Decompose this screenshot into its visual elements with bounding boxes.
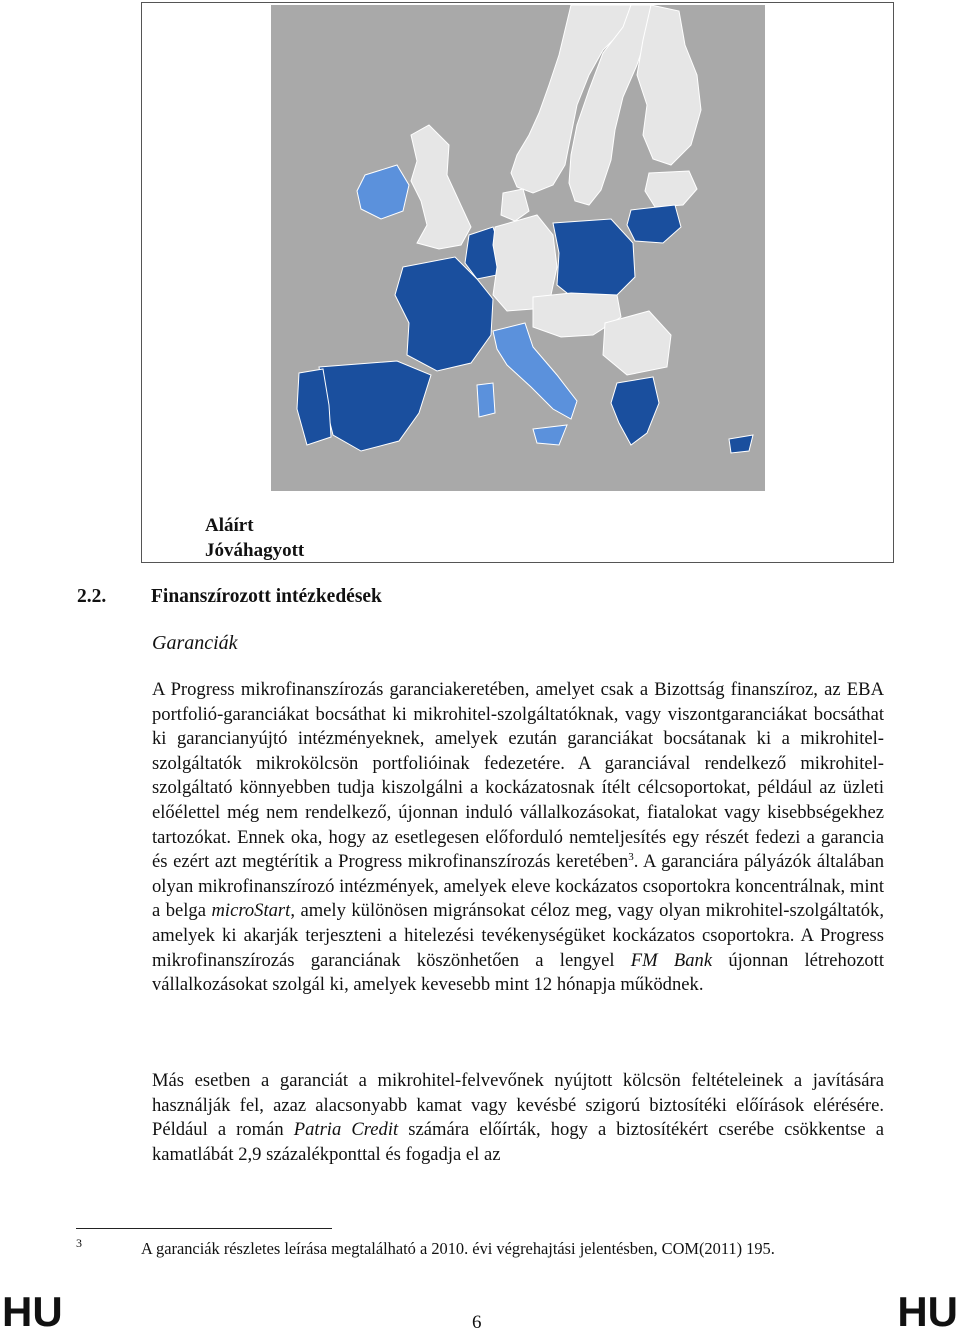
paragraph-2-text-a: Más esetben a garanciát a mikrohitel-felvevőnek nyújtott kölcsön feltételeinek a javítására használják fel, azaz alacsonyabb kamat vagy kevésbé szigorú biztosítéki előírások elérésére. Például a román [152, 1070, 884, 1141]
language-code-left: HU [2, 1288, 63, 1335]
map-italy [493, 323, 577, 419]
footnote-rule [76, 1228, 332, 1229]
map-cyprus [729, 435, 753, 453]
org-microstart: microStart [211, 900, 291, 922]
map-finland [637, 5, 701, 165]
map-sardinia [477, 383, 495, 417]
map-uk [411, 125, 471, 249]
footnote-mark: 3 [76, 1236, 82, 1250]
paragraph-1-text-c: , amely különösen migránsokat céloz meg, vagy olyan mikrohitel-szolgáltatók, amelyek ki akarják terjeszteni a hitelezési tevékenységüket kockázatos csoportokra. A Progress mikrofinanszírozás garanciának köszönhetően a lengyel [152, 900, 884, 971]
org-fm-bank: FM Bank [630, 949, 713, 971]
section-title: Finanszírozott intézkedések [151, 586, 382, 607]
legend-approved: Jóváhagyott [205, 540, 305, 561]
map-greece [611, 377, 659, 445]
europe-map [271, 5, 765, 491]
map-sicily [533, 425, 567, 445]
paragraph-1-text-d: újonnan létrehozott vállalkozásokat szolgál ki, amelyek kevesebb mint 12 hónapja működnek. [152, 949, 884, 996]
org-patria-credit: Patria Credit [293, 1119, 399, 1141]
map-spain [319, 361, 431, 451]
map-poland [553, 219, 635, 301]
subheading: Garanciák [152, 632, 238, 654]
map-romania [603, 311, 671, 375]
map-denmark [501, 189, 529, 221]
map-lithuania [627, 205, 681, 243]
map-baltic-north [645, 171, 697, 207]
paragraph-1-text-b: . A garanciára pályázók általában olyan mikrofinanszírozó intézmények, amelyek eleve kockázatos csoportokra koncentrálnak, mint a belga [152, 851, 884, 922]
europe-map-svg [271, 5, 765, 491]
footnote-text: A garanciák részletes leírása megtalálható a 2010. évi végrehajtási jelentésben, COM(2011) 195. [141, 1239, 775, 1258]
page-number: 6 [472, 1312, 482, 1333]
map-ireland [357, 165, 409, 219]
paragraph-2-text-b: számára előírták, hogy a biztosítékért cserébe csökkentse a kamatlábát 2,9 százalékponttal és fogadja el az [152, 1119, 884, 1165]
footnote-ref: 3 [628, 850, 634, 863]
section-number: 2.2. [77, 586, 107, 607]
paragraph-2 [152, 1069, 884, 1167]
paragraph-1-text-a: A Progress mikrofinanszírozás garanciakeretében, amelyet csak a Bizottság finanszíroz, az EBA portfolió-garanciákat bocsáthat ki mikrohitel-szolgáltatóknak, vagy viszontgaranciákat bocsáthat ki garancianyújtó intézményeknek, amelyek ezután garanciákat bocsátanak ki a mikrohitel-szolgáltatók mikrokölcsön portfolióinak fedezetére. A garanciával rendelkező mikrohitel-szolgáltató könnyebben tudja kiszolgálni a kockázatosnak ítélt célcsoportokat, például az üzleti előélettel még nem rendelkező, újonnan induló vállalkozásokat, fiatalokat vagy kisebbségekhez tartozókat. Ennek oka, hogy az esetlegesen előforduló nemteljesítés egy részét fedezi a garancia és ezért azt megtérítik a Progress mikrofinanszírozás keretében [152, 679, 884, 873]
language-code-right: HU [897, 1288, 958, 1335]
map-legend [205, 513, 304, 563]
legend-signed: Aláírt [205, 515, 254, 536]
paragraph-1 [152, 678, 884, 998]
figure-box [141, 2, 894, 563]
